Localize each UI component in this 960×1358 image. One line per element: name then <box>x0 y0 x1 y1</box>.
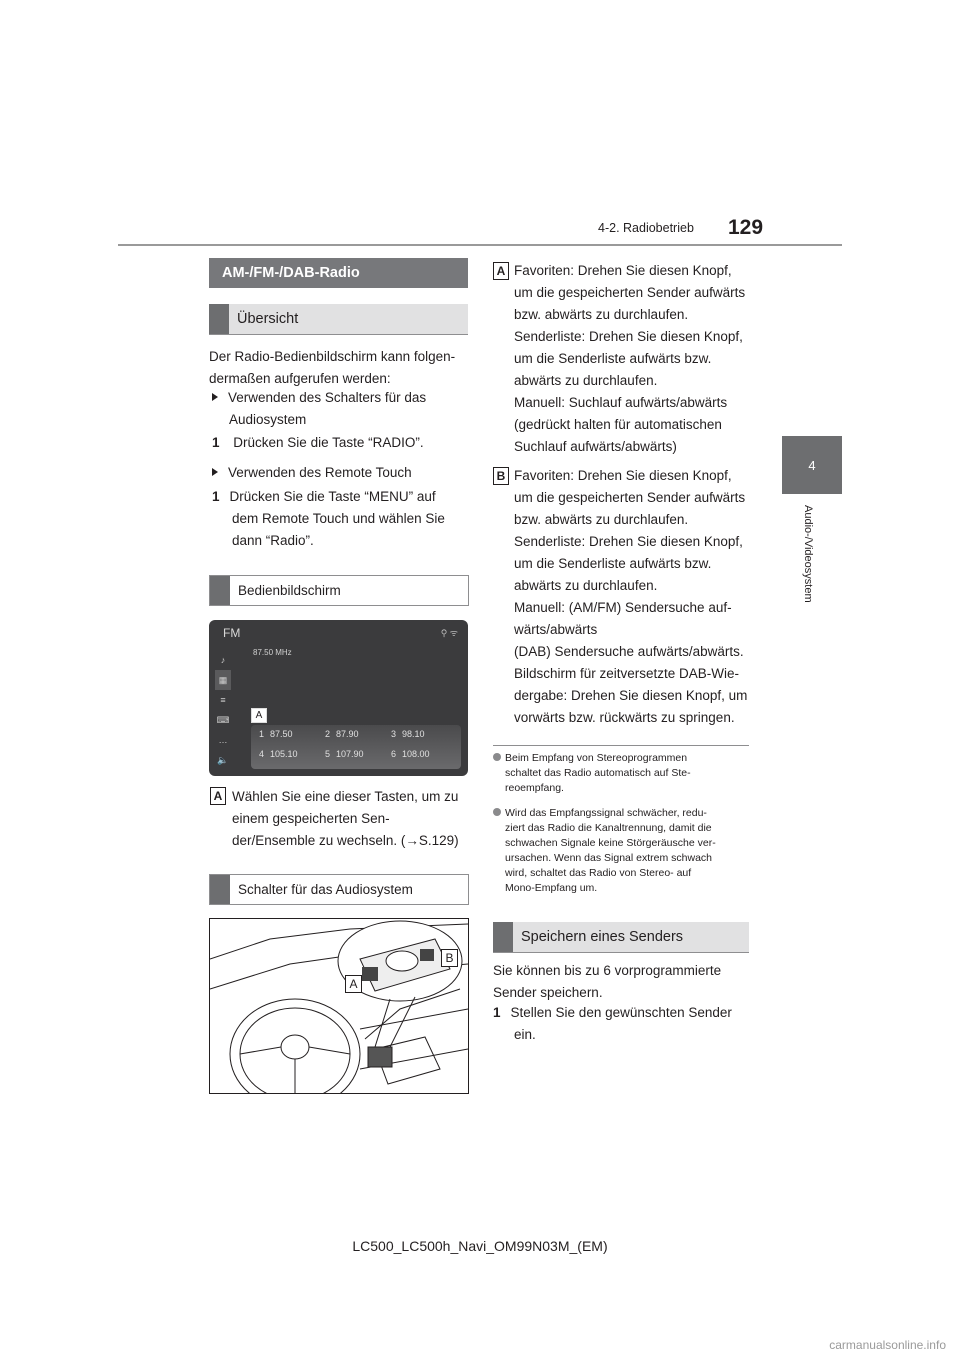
description-line: abwärts zu durchlaufen. <box>514 373 658 388</box>
frequency-display: 87.50 MHz <box>253 648 292 657</box>
knob-a-description <box>514 260 745 458</box>
note-line: reoempfang. <box>505 782 564 794</box>
more-icon[interactable]: … <box>218 735 228 745</box>
triangle-bullet-icon <box>212 393 218 401</box>
step-number: 1 <box>212 435 220 450</box>
screen-side-menu <box>215 650 231 770</box>
note-line: ziert das Radio die Kanaltrennung, damit die <box>505 822 712 834</box>
band-label: FM <box>223 626 241 640</box>
notes-divider <box>493 745 749 746</box>
main-title: AM-/FM-/DAB-Radio <box>222 265 360 281</box>
step-text: Drücken Sie die Taste “MENU” auf <box>229 489 436 504</box>
preset-frequency: 108.00 <box>402 749 430 759</box>
subtitle-stripe <box>209 304 229 334</box>
bullet-audio-switch <box>212 387 426 431</box>
heading-stripe <box>210 875 230 904</box>
note-line <box>493 751 691 766</box>
interior-illustration <box>209 918 469 1094</box>
intro-line: dermaßen aufgerufen werden: <box>209 371 391 386</box>
preset-frequency: 87.50 <box>270 729 293 739</box>
step-text: Drücken Sie die Taste “RADIO”. <box>233 435 424 450</box>
description-line: Senderliste: Drehen Sie diesen Knopf, <box>514 534 743 549</box>
preset-frequency: 105.10 <box>270 749 298 759</box>
description-line: Favoriten: Drehen Sie diesen Knopf, <box>514 263 732 278</box>
description-line: Bildschirm für zeitversetzte DAB-Wie- <box>514 666 740 681</box>
page-number: 129 <box>728 216 764 239</box>
save-step-1 <box>493 1002 732 1046</box>
preset-button[interactable] <box>391 749 430 759</box>
main-title-bar <box>209 258 468 288</box>
preset-number: 4 <box>259 749 265 759</box>
note-line <box>493 806 716 821</box>
preset-panel <box>251 725 461 769</box>
preset-button[interactable] <box>391 729 425 739</box>
section-title: 4-2. Radiobetrieb <box>598 221 694 235</box>
switch-heading-bar <box>209 874 469 905</box>
description-line: bzw. abwärts zu durchlaufen. <box>514 512 689 527</box>
description-line: Suchlauf aufwärts/abwärts) <box>514 439 677 454</box>
step-number: 1 <box>212 489 220 504</box>
preset-number: 1 <box>259 729 265 739</box>
bullet-text: Verwenden des Remote Touch <box>228 465 412 480</box>
preset-number: 6 <box>391 749 397 759</box>
description-line: der/Ensemble zu wechseln. (→S.129) <box>232 833 459 848</box>
bullet-text: Audiosystem <box>229 412 307 427</box>
note-line: ursachen. Wenn das Signal extrem schwach <box>505 852 712 864</box>
preset-number: 2 <box>325 729 331 739</box>
list-icon[interactable]: ≡ <box>220 695 226 705</box>
note-line: Mono-Empfang um. <box>505 882 598 894</box>
step-number: 1 <box>493 1005 501 1020</box>
step-text: dann “Radio”. <box>232 533 314 548</box>
note-line: schaltet das Radio automatisch auf Ste- <box>505 767 691 779</box>
subtitle-bar <box>209 304 468 335</box>
heading-stripe <box>493 922 513 952</box>
description-line: einem gespeicherten Sen- <box>232 811 390 826</box>
save-intro <box>493 960 721 1004</box>
preset-number: 5 <box>325 749 331 759</box>
intro-line: Der Radio-Bedienbildschirm kann folgen- <box>209 349 456 364</box>
note-text: Beim Empfang von Stereoprogrammen <box>505 752 688 764</box>
label-a: A <box>210 787 226 805</box>
description-line: dergabe: Drehen Sie diesen Knopf, um <box>514 688 748 703</box>
note-line: wird, schaltet das Radio von Stereo- auf <box>505 867 692 879</box>
preset-number: 3 <box>391 729 397 739</box>
note-text: Wird das Empfangssignal schwächer, redu- <box>505 807 707 819</box>
label-a-right: A <box>493 262 509 280</box>
save-intro-line: Sie können bis zu 6 vorprogrammierte <box>493 963 722 978</box>
description-line: Wählen Sie eine dieser Tasten, um zu <box>232 789 459 804</box>
preset-grid <box>251 725 461 769</box>
step-1 <box>212 432 424 454</box>
note-signal <box>493 806 716 896</box>
chapter-tab[interactable]: 4 <box>782 436 842 494</box>
dashboard-drawing <box>210 919 468 1093</box>
document-id: LC500_LC500h_Navi_OM99N03M_(EM) <box>352 1238 608 1254</box>
label-b-right: B <box>493 467 509 485</box>
description-line: abwärts zu durchlaufen. <box>514 578 658 593</box>
save-intro-line: Sender speichern. <box>493 985 603 1000</box>
description-line: um die Senderliste aufwärts bzw. <box>514 556 712 571</box>
heading-stripe <box>210 576 230 605</box>
preset-frequency: 98.10 <box>402 729 425 739</box>
description-line: (DAB) Sendersuche aufwärts/abwärts. <box>514 644 744 659</box>
description-line: Manuell: Suchlauf aufwärts/abwärts <box>514 395 728 410</box>
description-line: um die gespeicherten Sender aufwärts <box>514 285 746 300</box>
screen-heading: Bedienbildschirm <box>238 583 341 598</box>
callout-a-illustration: A <box>345 975 362 993</box>
preset-button[interactable] <box>259 729 293 739</box>
chapter-label <box>800 505 816 625</box>
callout-b: B <box>441 949 458 967</box>
bullet-dot-icon <box>493 753 501 761</box>
header-divider <box>118 244 842 246</box>
watermark[interactable]: carmanualsonline.info <box>829 1338 946 1352</box>
description-line: Manuell: (AM/FM) Sendersuche auf- <box>514 600 732 615</box>
description-line: vorwärts bzw. rückwärts zu springen. <box>514 710 735 725</box>
save-heading: Speichern eines Senders <box>521 929 684 945</box>
preset-frequency: 107.90 <box>336 749 364 759</box>
screen-heading-bar <box>209 575 469 606</box>
presets-icon[interactable]: ▦ <box>215 670 231 690</box>
subtitle: Übersicht <box>237 311 299 327</box>
bullet-remote-touch <box>212 462 412 484</box>
description-line: bzw. abwärts zu durchlaufen. <box>514 307 689 322</box>
note-stereo <box>493 751 691 796</box>
preset-button[interactable] <box>259 749 298 759</box>
signal-icon: ⚲ ᯤ <box>440 628 458 638</box>
keyboard-icon[interactable]: ⌨ <box>216 715 230 725</box>
description-line: Favoriten: Drehen Sie diesen Knopf, <box>514 468 732 483</box>
source-icon[interactable]: ♪ <box>220 655 226 665</box>
step-text: dem Remote Touch und wählen Sie <box>232 511 445 526</box>
step-text: ein. <box>514 1027 536 1042</box>
step-text: Stellen Sie den gewünschten Sender <box>510 1005 732 1020</box>
note-line: schwachen Signale keine Störgeräusche ver- <box>505 837 716 849</box>
preset-button[interactable] <box>325 749 364 759</box>
switch-heading: Schalter für das Audiosystem <box>238 882 413 897</box>
bullet-dot-icon <box>493 808 501 816</box>
bullet-text: Verwenden des Schalters für das <box>228 390 427 405</box>
save-heading-bar <box>493 922 749 953</box>
description-line: wärts/abwärts <box>514 622 598 637</box>
description-line: (gedrückt halten für automatischen <box>514 417 722 432</box>
step-1-remote <box>212 486 445 552</box>
description-line: Senderliste: Drehen Sie diesen Knopf, <box>514 329 743 344</box>
preset-frequency: 87.90 <box>336 729 359 739</box>
preset-button[interactable] <box>325 729 359 739</box>
description-line: um die Senderliste aufwärts bzw. <box>514 351 712 366</box>
chapter-label-text: Audio-/Videosystem <box>802 505 814 603</box>
fm-radio-screen <box>209 620 468 776</box>
intro-text <box>209 346 455 390</box>
volume-icon[interactable]: 🔈 <box>217 755 229 765</box>
knob-b-description <box>514 465 747 729</box>
description-line: um die gespeicherten Sender aufwärts <box>514 490 746 505</box>
triangle-bullet-icon <box>212 468 218 476</box>
label-a-description <box>232 786 459 852</box>
callout-a: A <box>251 708 267 723</box>
